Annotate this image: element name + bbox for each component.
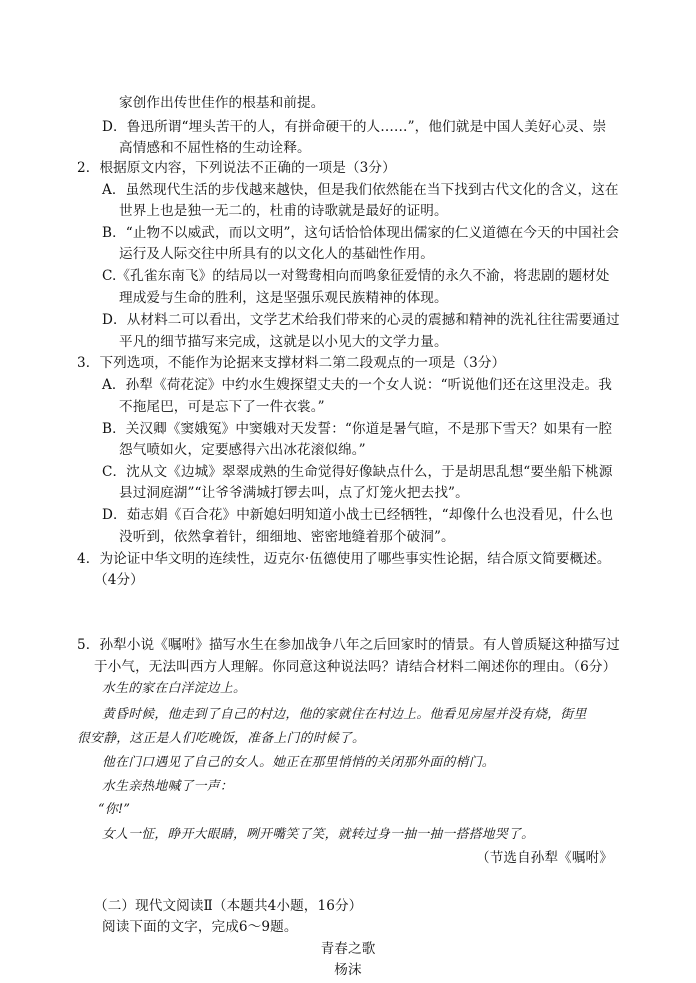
text-line: 理成爱与生命的胜利，这是坚强乐观民族精神的体现。 bbox=[119, 290, 448, 306]
text-line: 于小气，无法叫西方人理解。你同意这种说法吗？请结合材料二阐述你的理由。（6分） bbox=[94, 659, 617, 675]
text-line: 家创作出传世佳作的根基和前提。 bbox=[119, 95, 325, 111]
option-b: B．“止物不以威武，而以文明”，这句话恰恰体现出儒家的仁义道德在今天的中国社会 bbox=[102, 225, 620, 241]
text-line: 平凡的细节描写来完成，这就是以小见大的文学力量。 bbox=[119, 334, 448, 350]
excerpt-line: 他在门口遇见了自己的女人。她正在那里悄悄的关闭那外面的梢门。 bbox=[102, 755, 495, 770]
question-5: 5．孙犁小说《嘱咐》描写水生在参加战争八年之后回家时的情景。有人曾质疑这种描写过 bbox=[77, 637, 620, 653]
option-d: D．茹志娟《百合花》中新媳妇明知道小战士已经牺牲，“却像什么也没看见，什么也 bbox=[102, 507, 614, 523]
excerpt-source: （节选自孙犁《嘱咐》 bbox=[476, 850, 613, 866]
text-line: 怨气喷如火，定要感得六出冰花滚似绵。” bbox=[119, 442, 366, 458]
question-2: 2．根据原文内容，下列说法不正确的一项是（3分） bbox=[77, 160, 396, 176]
text-line: 运行及人际交往中所具有的以文化人的基础性作用。 bbox=[119, 246, 434, 262]
text-line: 没听到，依然拿着针，细细地、密密地缝着那个破洞”。 bbox=[119, 529, 455, 545]
text-line: 世界上也是独一无二的，杜甫的诗歌就是最好的证明。 bbox=[119, 203, 448, 219]
question-4: 4．为论证中华文明的连续性，迈克尔·伍德使用了哪些事实性论据，结合原文简要概述。 bbox=[77, 551, 611, 567]
option-c: C.《孔雀东南飞》的结局以一对鸳鸯相向而鸣象征爱情的永久不渝，将悲剧的题材处 bbox=[102, 268, 610, 284]
option-c: C．沈从文《边城》翠翠成熟的生命觉得好像缺点什么，于是胡思乱想“要坐船下桃源 bbox=[102, 464, 613, 480]
option-b: B．关汉卿《窦娥冤》中窦娥对天发誓：“你道是暑气暄，不是那下雪天？如果有一腔 bbox=[102, 421, 613, 437]
instruction: 阅读下面的文字，完成6～9题。 bbox=[102, 919, 298, 935]
text-line: （4分） bbox=[94, 572, 144, 588]
option-d: D．从材料二可以看出，文学艺术给我们带来的心灵的震撼和精神的洗礼往往需要通过 bbox=[102, 312, 620, 328]
excerpt-line: 黄昏时候，他走到了自己的村边，他的家就住在村边上。他看见房屋并没有烧，街里 bbox=[102, 707, 587, 722]
section-heading: （二）现代文阅读Ⅱ（本题共4小题，16分） bbox=[94, 898, 363, 914]
excerpt-line: 很安静，这正是人们吃晚饭，准备上门的时候了。 bbox=[77, 731, 366, 746]
excerpt-line: 女人一怔，睁开大眼睛，咧开嘴笑了笑，就转过身一抽一抽一搭搭地哭了。 bbox=[102, 827, 535, 842]
excerpt-line: 水生亲热地喊了一声： bbox=[102, 779, 233, 794]
text-line: 高情感和不屈性格的生动诠释。 bbox=[119, 140, 311, 156]
option-a: A．虽然现代生活的步伐越来越快，但是我们依然能在当下找到古代文化的含义，这在 bbox=[102, 182, 619, 198]
option-a: A．孙犁《荷花淀》中约水生嫂探望丈夫的一个女人说：“听说他们还在这里没走。我 bbox=[102, 377, 612, 393]
text-line: 不拖尾巴，可是忘下了一件衣裳。” bbox=[119, 399, 325, 415]
question-3: 3．下列选项，不能作为论据来支撑材料二第二段观点的一项是（3分） bbox=[77, 355, 506, 371]
option-d: D．鲁迅所谓“埋头苦干的人，有拼命硬干的人……”，他们就是中国人美好心灵、崇 bbox=[102, 119, 607, 135]
text-line: 县过洞庭湖”“让爷爷满城打锣去叫，点了灯笼火把去找”。 bbox=[119, 485, 469, 501]
article-title: 青春之歌 bbox=[320, 941, 376, 957]
excerpt-line: 水生的家在白洋淀边上。 bbox=[102, 681, 247, 696]
excerpt-line: “你!” bbox=[98, 802, 131, 817]
article-author: 杨沫 bbox=[334, 962, 362, 978]
